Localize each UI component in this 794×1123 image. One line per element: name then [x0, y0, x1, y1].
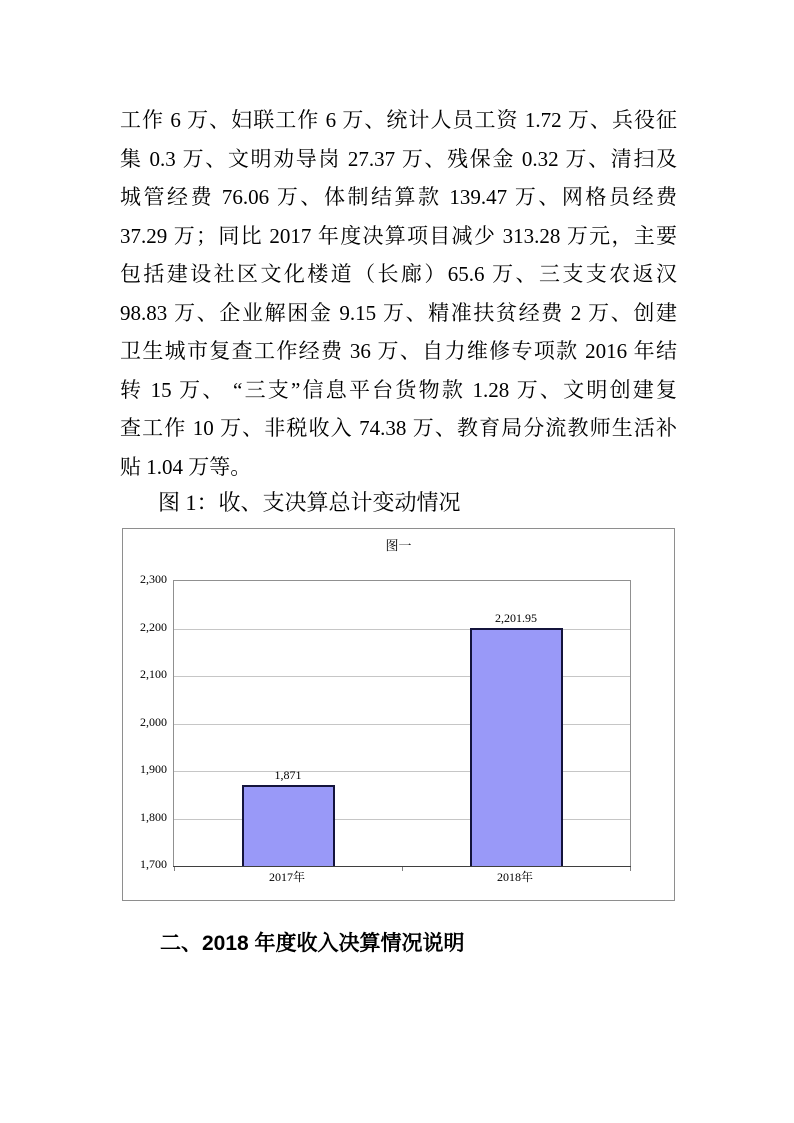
y-axis-tick-label: 2,000	[140, 714, 167, 729]
y-axis-tick-label: 1,800	[140, 809, 167, 824]
x-axis-category-label: 2017年	[268, 870, 305, 884]
figure-caption: 图 1：收、支决算总计变动情况	[158, 490, 461, 515]
bar-value-label: 1,871	[274, 768, 302, 782]
chart-title: 图一	[385, 538, 412, 553]
body-line: 集 0.3 万、文明劝导岗 27.37 万、残保金 0.32 万、清扫及	[120, 146, 677, 171]
x-axis-tick	[630, 867, 631, 871]
body-line: 卫生城市复查工作经费 36 万、自力维修专项款 2016 年结	[120, 339, 677, 363]
body-line: 工作 6 万、妇联工作 6 万、统计人员工资 1.72 万、兵役征	[120, 108, 677, 132]
x-axis-category-label: 2018年	[496, 870, 533, 884]
body-line: 转 15 万、 “三支”信息平台货物款 1.28 万、文明创建复	[120, 377, 677, 402]
x-axis-tick	[174, 867, 175, 871]
y-axis-tick-label: 2,300	[140, 572, 167, 586]
chart-plot-area	[173, 580, 631, 867]
body-line: 包括建设社区文化楼道（长廊）65.6 万、三支支农返汉	[120, 262, 677, 286]
y-axis-tick-label: 1,900	[140, 762, 167, 776]
body-line: 城管经费 76.06 万、体制结算款 139.47 万、网格员经费	[120, 185, 677, 209]
body-line: 98.83 万、企业解困金 9.15 万、精准扶贫经费 2 万、创建	[120, 300, 677, 325]
figure-chart	[122, 528, 675, 901]
bar-value-label: 2,201.95	[495, 611, 537, 625]
x-axis-tick	[402, 867, 403, 871]
chart-bar	[470, 628, 563, 866]
y-axis-tick-label: 2,100	[140, 667, 167, 681]
section-heading: 二、2018 年度收入决算情况说明	[160, 932, 465, 955]
body-paragraph	[120, 101, 677, 486]
body-line: 37.29 万；同比 2017 年度决算项目减少 313.28 万元，主要	[120, 223, 677, 248]
body-line: 贴 1.04 万等。	[120, 454, 252, 479]
y-axis-tick-label: 1,700	[140, 857, 167, 871]
body-line: 查工作 10 万、非税收入 74.38 万、教育局分流教师生活补	[120, 416, 677, 440]
chart-bar	[242, 785, 335, 866]
y-axis-tick-label: 2,200	[140, 619, 167, 634]
